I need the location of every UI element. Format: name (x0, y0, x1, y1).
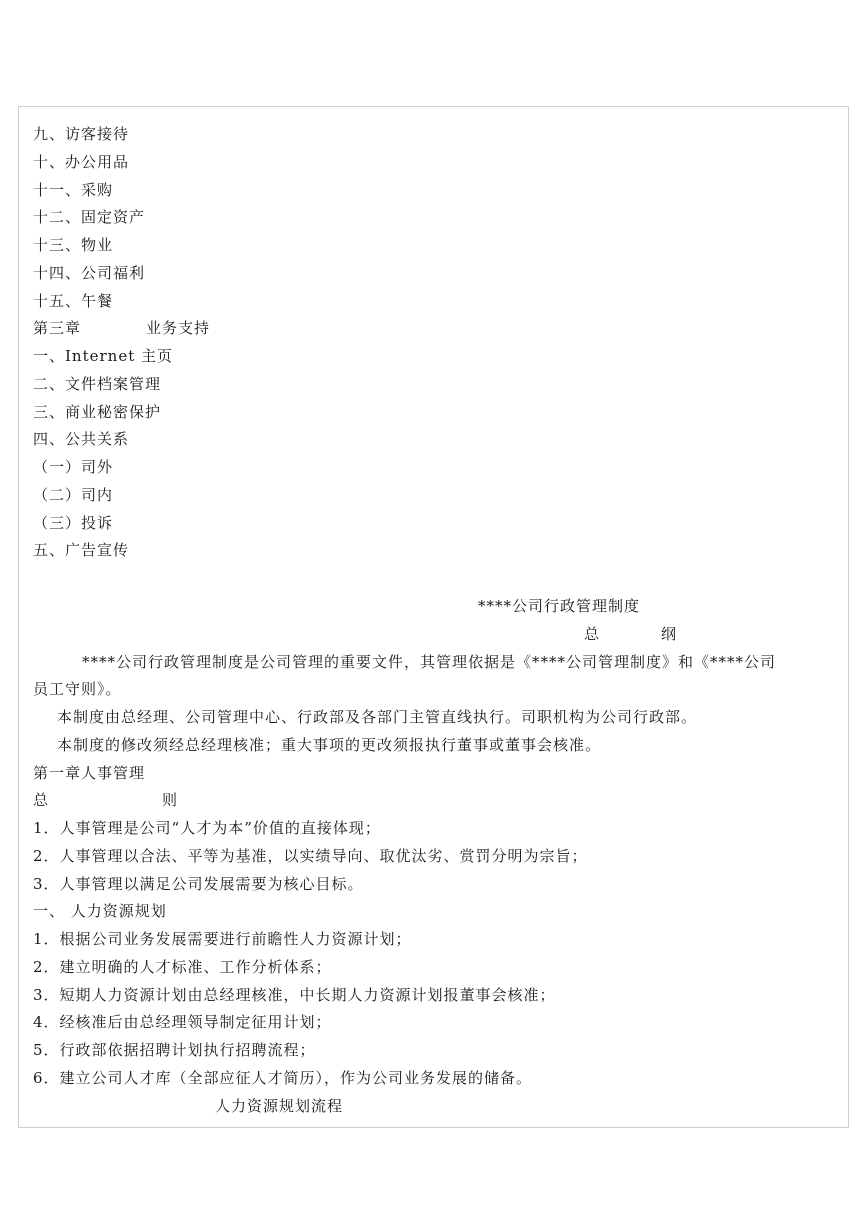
toc-sub-4: 四、公共关系 (33, 430, 130, 448)
toc-item-14: 十四、公司福利 (33, 264, 146, 282)
toc-item-15: 十五、午餐 (33, 292, 114, 310)
rule-item: 3．人事管理以满足公司发展需要为核心目标。 (33, 875, 364, 893)
principle-heading-right: 则 (162, 791, 179, 809)
rule-item: 1．人事管理是公司“人才为本”价值的直接体现； (33, 819, 381, 837)
doc-title: ****公司行政管理制度 (478, 597, 641, 615)
para3: 本制度的修改须经总经理核准；重大事项的更改须报执行董事或董事会核准。 (57, 736, 602, 754)
flow-title: 人力资源规划流程 (215, 1097, 344, 1115)
general-heading-right: 纲 (661, 625, 678, 643)
toc-chapter3-label: 第三章 (33, 319, 82, 337)
para2: 本制度由总经理、公司管理中心、行政部及各部门主管直线执行。司职机构为公司行政部。 (57, 708, 698, 726)
general-heading-left: 总 (584, 625, 601, 643)
section1-item: 1．根据公司业务发展需要进行前瞻性人力资源计划； (33, 930, 412, 948)
toc-item-9: 九、访客接待 (33, 125, 130, 143)
section1-item: 2．建立明确的人才标准、工作分析体系； (33, 958, 332, 976)
toc-item-10: 十、办公用品 (33, 153, 130, 171)
toc-sub-5: 五、广告宣传 (33, 541, 130, 559)
toc-chapter3-title: 业务支持 (146, 319, 211, 337)
section1-item: 6．建立公司人才库（全部应征人才简历），作为公司业务发展的储备。 (33, 1069, 533, 1087)
para1-line1: ****公司行政管理制度是公司管理的重要文件，其管理依据是《****公司管理制度》和《****公司 (82, 653, 777, 671)
toc-sub-4-2: （二）司内 (33, 486, 114, 504)
para1-line2: 员工守则》。 (33, 680, 122, 698)
toc-item-13: 十三、物业 (33, 236, 114, 254)
principle-heading-left: 总 (33, 791, 50, 809)
toc-item-11: 十一、采购 (33, 181, 114, 199)
rule-item: 2．人事管理以合法、平等为基准，以实绩导向、取优汰劣、赏罚分明为宗旨； (33, 847, 588, 865)
section1-item: 4．经核准后由总经理领导制定征用计划； (33, 1013, 332, 1031)
toc-item-12: 十二、固定资产 (33, 208, 146, 226)
toc-sub-1: 一、Internet 主页 (33, 347, 173, 365)
section1-item: 5．行政部依据招聘计划执行招聘流程； (33, 1041, 316, 1059)
toc-sub-2: 二、文件档案管理 (33, 375, 162, 393)
chapter1-title: 第一章人事管理 (33, 764, 146, 782)
toc-sub-4-1: （一）司外 (33, 458, 114, 476)
toc-sub-4-3: （三）投诉 (33, 514, 114, 532)
section1-item: 3．短期人力资源计划由总经理核准，中长期人力资源计划报董事会核准； (33, 986, 556, 1004)
toc-sub-3: 三、商业秘密保护 (33, 403, 162, 421)
section1-title: 一、 人力资源规划 (33, 902, 167, 920)
